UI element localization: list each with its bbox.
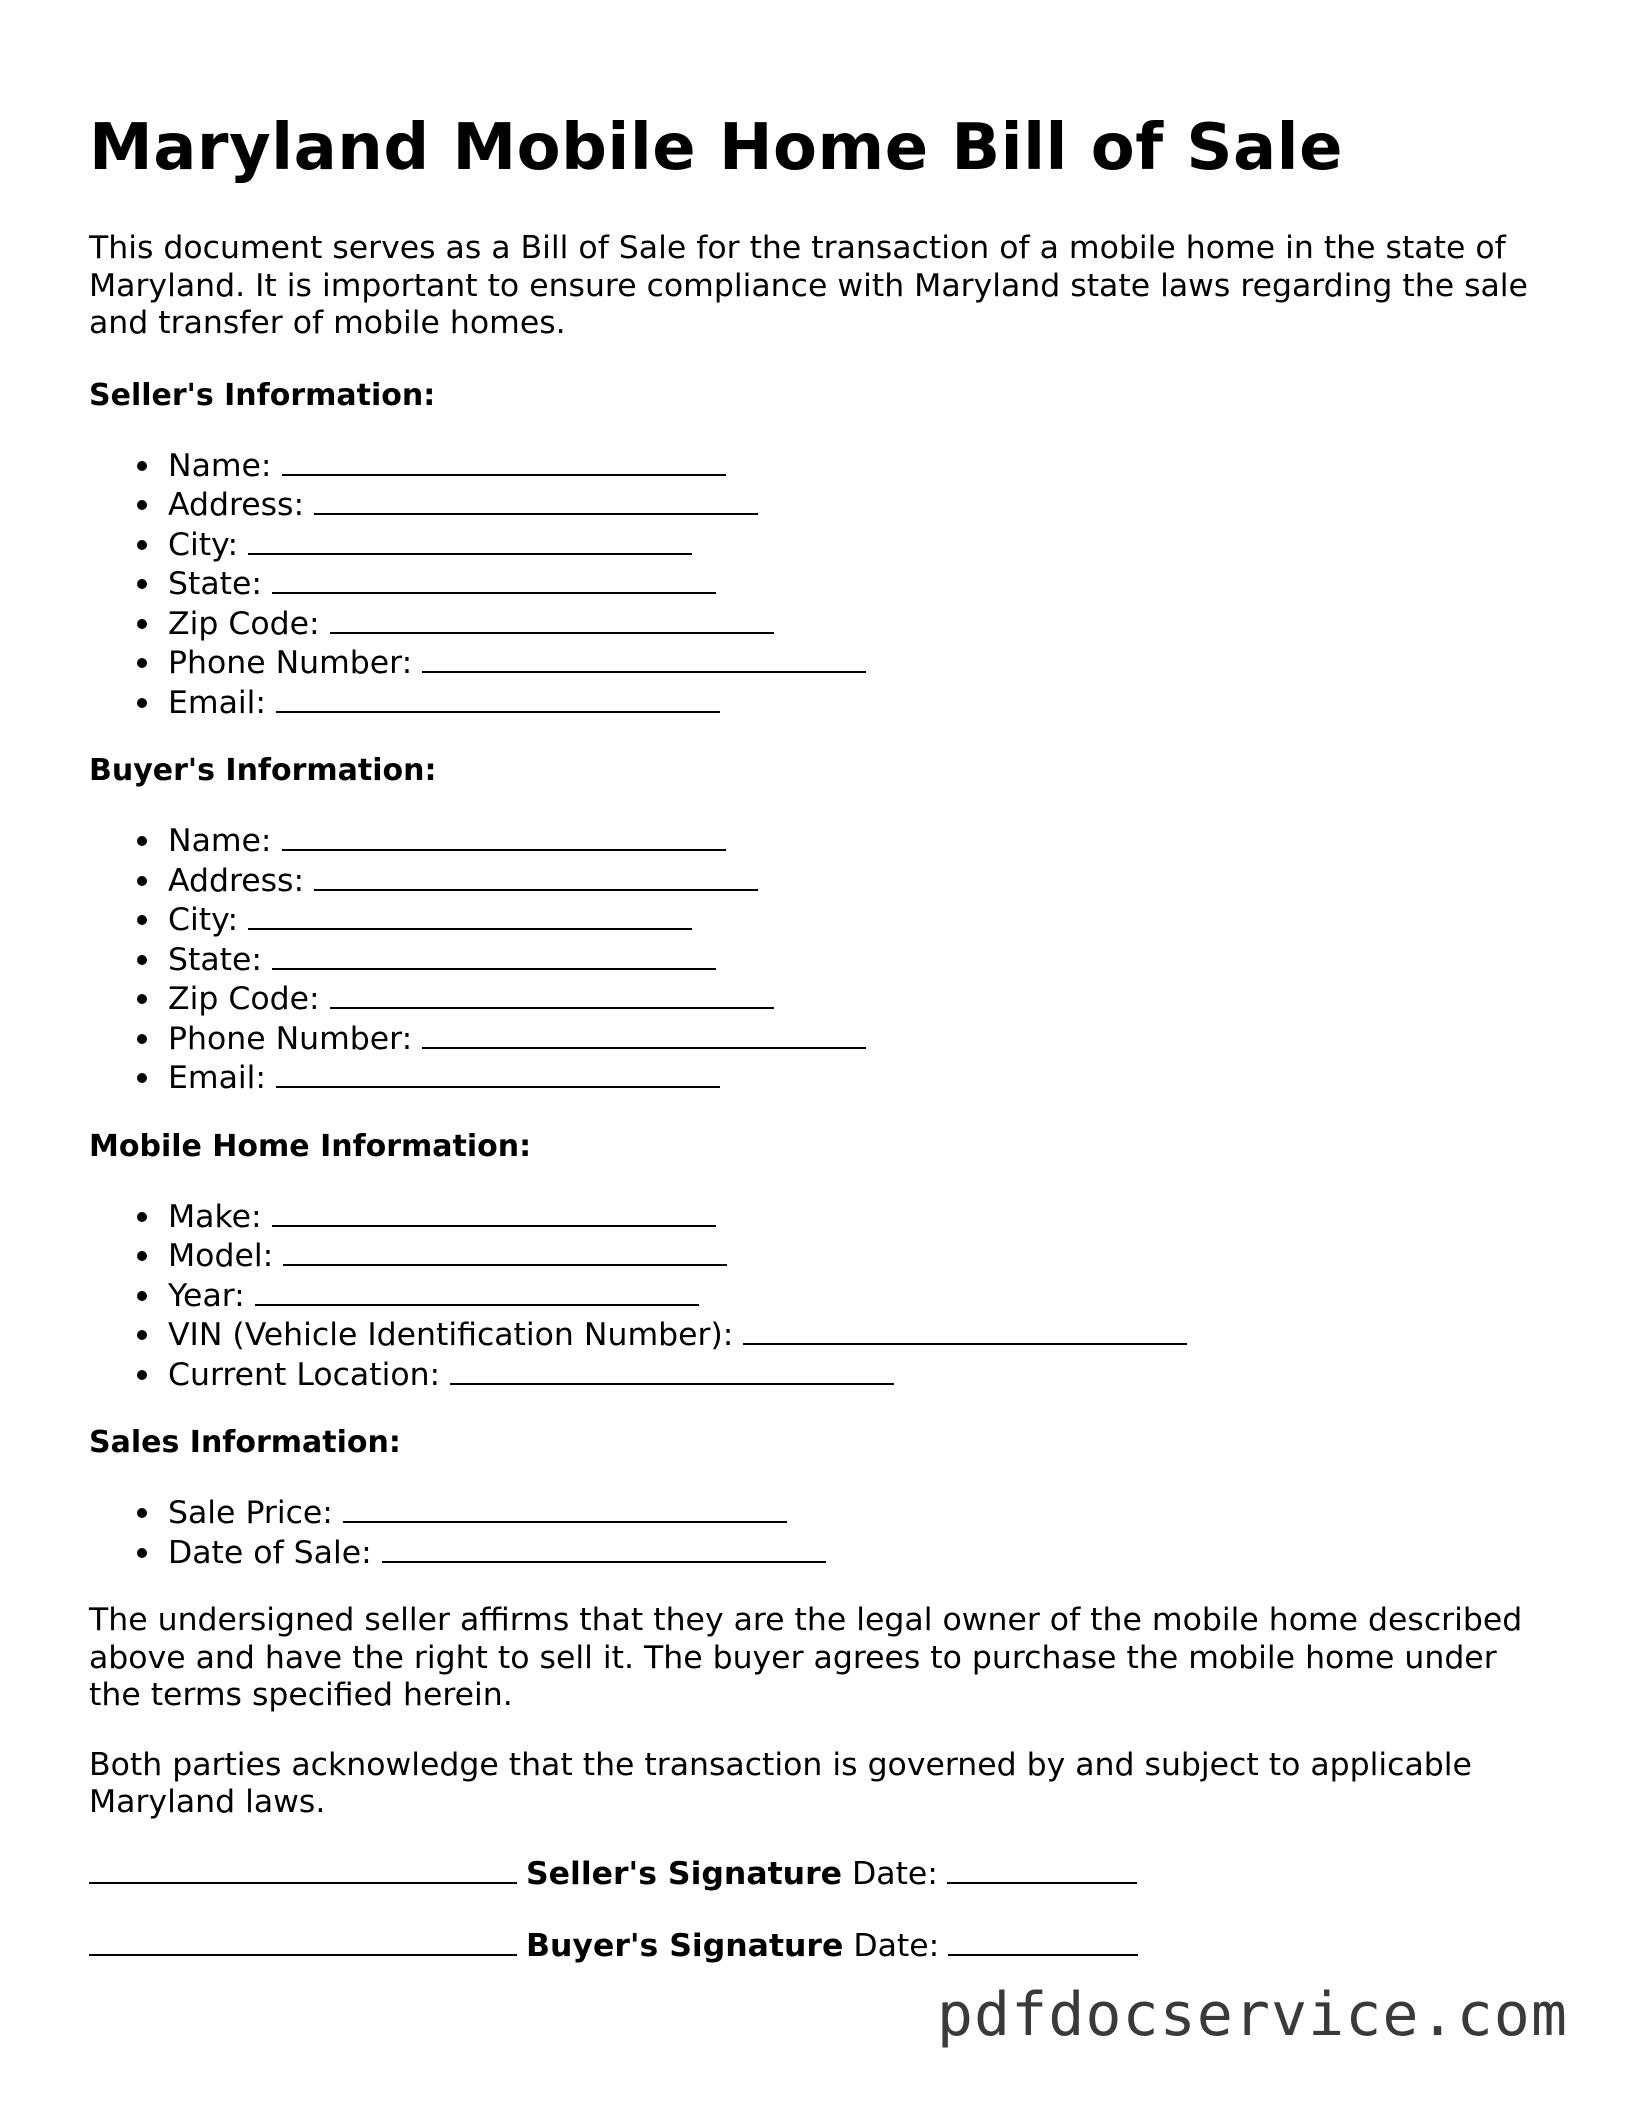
make-blank[interactable] <box>272 1197 716 1227</box>
seller-email-blank[interactable] <box>276 683 720 713</box>
buyer-name-field[interactable]: Name: <box>168 821 1549 861</box>
buyer-state-field[interactable]: State: <box>168 940 1549 980</box>
seller-city-blank[interactable] <box>248 525 692 555</box>
acknowledgment-paragraph: Both parties acknowledge that the transaction is governed by and subject to applicable Maryland laws. <box>89 1746 1472 1820</box>
vin-blank[interactable] <box>743 1315 1187 1345</box>
current-location-field[interactable]: Current Location: <box>168 1355 1549 1395</box>
seller-signature-label: Seller's Signature <box>526 1855 842 1892</box>
buyer-email-field[interactable]: Email: <box>168 1058 1549 1098</box>
buyer-city-field[interactable]: City: <box>168 900 1549 940</box>
buyer-date-label: Date: <box>853 1928 940 1964</box>
make-field[interactable]: Make: <box>168 1197 1549 1237</box>
year-blank[interactable] <box>255 1276 699 1306</box>
date-of-sale-blank[interactable] <box>382 1533 826 1563</box>
intro-paragraph: This document serves as a Bill of Sale for the transaction of a mobile home in the state of Maryland. It is important to ensure compliance with Maryland state laws regarding the sale and transfer of mobile homes. <box>89 230 1528 341</box>
seller-signature-row <box>89 1854 1549 1894</box>
seller-name-blank[interactable] <box>282 446 726 476</box>
seller-address-blank[interactable] <box>314 485 758 515</box>
seller-zip-blank[interactable] <box>330 604 774 634</box>
seller-fields-list <box>89 446 1549 723</box>
current-location-blank[interactable] <box>450 1355 894 1385</box>
sale-price-blank[interactable] <box>343 1493 787 1523</box>
seller-date-line[interactable] <box>947 1854 1137 1884</box>
buyer-name-blank[interactable] <box>282 821 726 851</box>
buyer-signature-line[interactable] <box>89 1926 517 1956</box>
watermark-text: pdfdocservice.com <box>936 1980 1568 2050</box>
buyer-city-blank[interactable] <box>248 900 692 930</box>
mobile-home-section-heading: Mobile Home Information: <box>89 1128 532 1164</box>
seller-name-field[interactable]: Name: <box>168 446 1549 486</box>
buyer-signature-label: Buyer's Signature <box>526 1928 844 1964</box>
buyer-fields-list <box>89 821 1549 1098</box>
buyer-date-line[interactable] <box>948 1926 1138 1956</box>
model-blank[interactable] <box>283 1236 727 1266</box>
buyer-email-blank[interactable] <box>276 1058 720 1088</box>
buyer-address-blank[interactable] <box>314 861 758 891</box>
buyer-zip-blank[interactable] <box>330 979 774 1009</box>
seller-date-label: Date: <box>852 1855 938 1892</box>
seller-phone-field[interactable]: Phone Number: <box>168 643 1549 683</box>
buyer-state-blank[interactable] <box>272 940 716 970</box>
affirmation-paragraph: The undersigned seller affirms that they are the legal owner of the mobile home described above and have the right to sell it. The buyer agrees to purchase the mobile home under the terms specified herein. <box>89 1602 1523 1713</box>
seller-address-field[interactable]: Address: <box>168 485 1549 525</box>
seller-zip-field[interactable]: Zip Code: <box>168 604 1549 644</box>
seller-phone-blank[interactable] <box>422 643 866 673</box>
seller-state-field[interactable]: State: <box>168 564 1549 604</box>
sales-fields-list <box>89 1493 1549 1572</box>
bill-of-sale-document <box>89 108 1549 1999</box>
date-of-sale-field[interactable]: Date of Sale: <box>168 1533 1549 1573</box>
seller-section-heading: Seller's Information: <box>89 377 436 413</box>
mobile-home-fields-list <box>89 1197 1549 1395</box>
sales-section-heading: Sales Information: <box>89 1425 401 1460</box>
seller-signature-line[interactable] <box>89 1854 517 1884</box>
seller-state-blank[interactable] <box>272 564 716 594</box>
year-field[interactable]: Year: <box>168 1276 1549 1316</box>
seller-email-field[interactable]: Email: <box>168 683 1549 723</box>
model-field[interactable]: Model: <box>168 1236 1549 1276</box>
seller-city-field[interactable]: City: <box>168 525 1549 565</box>
sale-price-field[interactable]: Sale Price: <box>168 1493 1549 1533</box>
buyer-phone-field[interactable]: Phone Number: <box>168 1019 1549 1059</box>
vin-field[interactable]: VIN (Vehicle Identification Number): <box>168 1315 1549 1355</box>
buyer-address-field[interactable]: Address: <box>168 861 1549 901</box>
buyer-zip-field[interactable]: Zip Code: <box>168 979 1549 1019</box>
document-title: Maryland Mobile Home Bill of Sale <box>89 111 1343 185</box>
buyer-section-heading: Buyer's Information: <box>89 753 437 788</box>
buyer-phone-blank[interactable] <box>422 1019 866 1049</box>
buyer-signature-row <box>89 1926 1549 1966</box>
